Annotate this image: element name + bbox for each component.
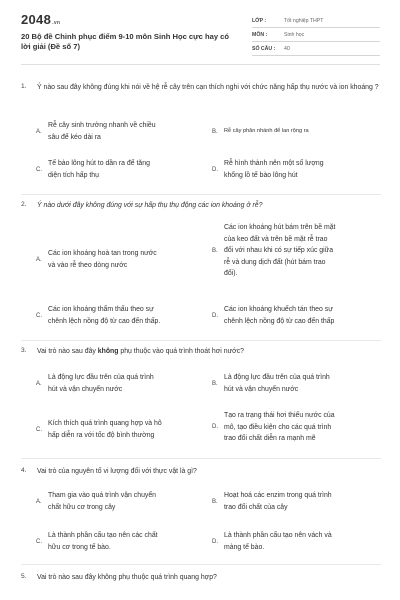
option-text: Là động lực đầu trên của quá trình hút và vận chuyển nước: [48, 374, 154, 393]
meta-row-count: [252, 42, 380, 56]
page-title: 20 Bộ đề Chinh phục điểm 9-10 môn Sinh Học cực hay có lời giải (Đề số 7): [21, 32, 230, 51]
question-1: [21, 82, 381, 93]
option-d[interactable]: [212, 530, 382, 553]
option-text: Các ion khoáng hút bám trên bề mặt của keo đất và trên bề mặt rễ trao đổi với nhau khi có sự tiếp xúc giữa rễ và dung dịch đất (hút bám trao đổi).: [224, 224, 336, 277]
option-b[interactable]: [212, 126, 382, 138]
meta-key: SỐ CÂU :: [252, 45, 276, 52]
option-text: Kích thích quá trình quang hợp và hô hấp diễn ra với tốc độ bình thường: [48, 420, 162, 439]
option-text: Tế bào lông hút to dần ra để tăng diện tích hấp thụ: [48, 160, 150, 179]
page-header: [0, 0, 400, 64]
meta-row-class: [252, 14, 380, 28]
question-divider: [21, 458, 381, 459]
option-a[interactable]: [36, 248, 196, 271]
header-divider: [21, 64, 380, 65]
option-label: A.: [36, 256, 42, 263]
question-text: Vai trò nào sau đây không phụ thuộc quá trình quang hợp?: [37, 574, 217, 581]
option-label: C.: [36, 312, 42, 319]
option-b[interactable]: [212, 372, 382, 395]
option-label: B.: [212, 128, 218, 135]
question-divider: [21, 194, 381, 195]
meta-value: Tốt nghiệp THPT: [284, 17, 324, 24]
option-label: C.: [36, 166, 42, 173]
meta-key: LỚP :: [252, 17, 267, 24]
logo-text: 2048: [21, 12, 52, 27]
question-text: Ý nào sau đây không đúng khi nói về hệ rễ cây trên cạn thích nghi với chức năng hấp thụ nước và ion khoáng ?: [37, 84, 379, 91]
option-c[interactable]: [36, 158, 196, 181]
question-5: [21, 572, 381, 583]
option-text: Tạo ra trạng thái hơi thiếu nước của mô, tạo điều kiện cho các quá trình trao đổi chất diễn ra mạnh mẽ: [224, 412, 335, 442]
option-label: B.: [212, 247, 218, 254]
meta-row-subject: [252, 28, 380, 42]
option-text: Rễ cây phân nhánh để lan rộng ra: [224, 128, 309, 134]
option-b[interactable]: [212, 490, 382, 513]
option-text: Là động lực đầu trên của quá trình hút và vận chuyển nước: [224, 374, 330, 393]
option-label: A.: [36, 380, 42, 387]
question-2: [21, 200, 381, 211]
option-d[interactable]: [212, 304, 382, 327]
option-d[interactable]: [212, 410, 382, 445]
question-text: Ý nào dưới đây không đúng với sự hấp thụ thụ động các ion khoáng ở rễ?: [37, 202, 263, 209]
meta-value: Sinh học: [284, 31, 305, 38]
option-c[interactable]: [36, 304, 206, 327]
option-text: Tham gia vào quá trình vận chuyển chất hữu cơ trong cây: [48, 492, 157, 511]
option-text: Rễ cây sinh trưởng nhanh về chiều sâu để kéo dài ra: [48, 122, 156, 141]
option-b[interactable]: [212, 222, 382, 280]
site-logo[interactable]: [21, 12, 60, 27]
option-text: Các ion khoáng khuếch tán theo sự chênh lệch nồng độ từ cao đến thấp: [224, 306, 335, 325]
option-label: D.: [212, 312, 218, 319]
option-label: A.: [36, 128, 42, 135]
option-d[interactable]: [212, 158, 382, 181]
option-a[interactable]: [36, 490, 206, 513]
option-text: Là thành phần cấu tạo nên vách và màng tế bào.: [224, 532, 332, 551]
option-label: B.: [212, 380, 218, 387]
question-number: 2.: [21, 201, 27, 208]
option-label: C.: [36, 426, 42, 433]
option-text: Hoạt hoá các enzim trong quá trình trao đổi chất của cây: [224, 492, 332, 511]
question-text: Vai trò của nguyên tố vi lượng đối với thực vật là gì?: [37, 468, 197, 475]
option-c[interactable]: [36, 418, 211, 441]
option-c[interactable]: [36, 530, 206, 553]
question-number: 1.: [21, 83, 27, 90]
option-text: Các ion khoáng hoà tan trong nước và vào rễ theo dòng nước: [48, 250, 157, 269]
question-3: [21, 346, 381, 357]
option-label: A.: [36, 498, 42, 505]
question-4: [21, 466, 381, 477]
question-divider: [21, 340, 381, 341]
meta-table: [252, 14, 380, 56]
question-divider: [21, 564, 381, 565]
logo-suffix: .vn: [52, 20, 61, 26]
question-number: 4.: [21, 467, 27, 474]
meta-value: 40: [284, 45, 290, 52]
option-label: D.: [212, 166, 218, 173]
question-number: 5.: [21, 573, 27, 580]
option-a[interactable]: [36, 120, 196, 143]
option-a[interactable]: [36, 372, 206, 395]
meta-key: MÔN :: [252, 31, 268, 38]
option-text: Là thành phần cấu tạo nên các chất hữu cơ trong tế bào.: [48, 532, 158, 551]
option-text: Rễ hình thành nên một số lượng khổng lồ tế bào lông hút: [224, 160, 324, 179]
question-number: 3.: [21, 347, 27, 354]
option-label: C.: [36, 538, 42, 545]
option-label: B.: [212, 498, 218, 505]
option-label: D.: [212, 424, 218, 431]
option-text: Các ion khoáng thẩm thấu theo sự chênh lệch nồng độ từ cao đến thấp.: [48, 306, 161, 325]
question-text: Vai trò nào sau đây không phụ thuộc vào quá trình thoát hơi nước?: [37, 348, 244, 355]
option-label: D.: [212, 538, 218, 545]
